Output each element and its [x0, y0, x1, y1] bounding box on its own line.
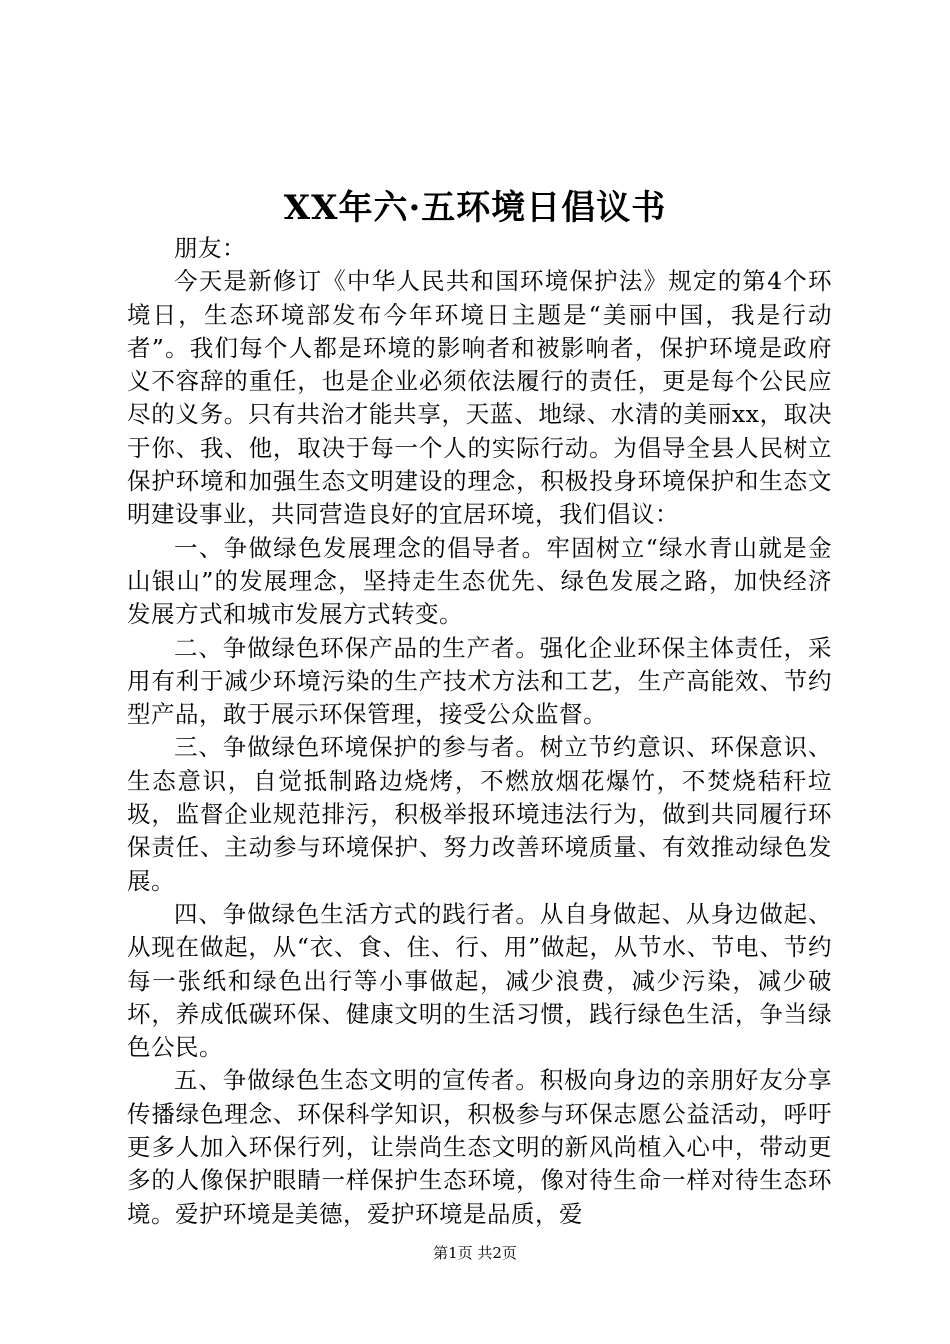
document-body	[127, 232, 832, 1231]
paragraph-item-2: 二、争做绿色环保产品的生产者。强化企业环保主体责任，采用有利于减少环境污染的生产技术方法和工艺，生产高能效、节约型产品，敢于展示环保管理，接受公众监督。	[127, 633, 832, 729]
paragraph-item-4: 四、争做绿色生活方式的践行者。从自身做起、从身边做起、从现在做起，从“衣、食、住、行、用”做起，从节水、节电、节约每一张纸和绿色出行等小事做起，减少浪费，减少污染，减少破坏，养成低碳环保、健康文明的生活习惯，践行绿色生活，争当绿色公民。	[127, 899, 832, 1062]
document-title: XX年六·五环境日倡议书	[283, 188, 667, 228]
salutation: 朋友：	[174, 234, 246, 262]
paragraph-item-3: 三、争做绿色环境保护的参与者。树立节约意识、环保意识、生态意识，自觉抵制路边烧烤，不燃放烟花爆竹，不焚烧秸秆垃圾，监督企业规范排污，积极举报环境违法行为，做到共同履行环保责任、主动参与环境保护、努力改善环境质量、有效推动绿色发展。	[127, 733, 832, 895]
paragraph-item-1: 一、争做绿色发展理念的倡导者。牢固树立“绿水青山就是金山银山”的发展理念，坚持走生态优先、绿色发展之路，加快经济发展方式和城市发展方式转变。	[127, 533, 832, 629]
paragraph-intro: 今天是新修订《中华人民共和国环境保护法》规定的第4个环境日，生态环境部发布今年环境日主题是“美丽中国，我是行动者”。我们每个人都是环境的影响者和被影响者，保护环境是政府义不容辞的重任，也是企业必须依法履行的责任，更是每个公民应尽的义务。只有共治才能共享，天蓝、地绿、水清的美丽xx，取决于你、我、他，取决于每一个人的实际行动。为倡导全县人民树立保护环境和加强生态文明建设的理念，积极投身环境保护和生态文明建设事业，共同营造良好的宜居环境，我们倡议：	[127, 267, 832, 529]
page-footer: 第1页 共2页	[433, 1244, 517, 1262]
paragraph-item-5: 五、争做绿色生态文明的宣传者。积极向身边的亲朋好友分享传播绿色理念、环保科学知识，积极参与环保志愿公益活动，呼吁更多人加入环保行列，让崇尚生态文明的新风尚植入心中，带动更多的人像保护眼睛一样保护生态环境，像对待生命一样对待生态环境。爱护环境是美德，爱护环境是品质，爱	[127, 1066, 832, 1228]
